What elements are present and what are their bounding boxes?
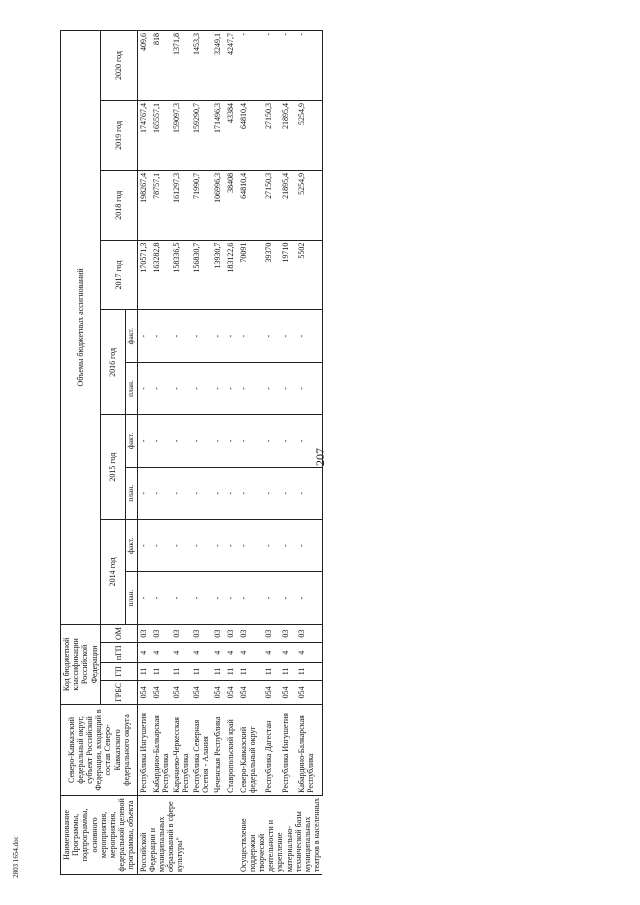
value-2020-cell: 3249,1 xyxy=(212,31,225,101)
plan-2014-cell: - xyxy=(137,572,151,624)
budget-table xyxy=(60,30,323,875)
plan-2014-cell: - xyxy=(296,572,322,624)
value-2018-cell: 106996,3 xyxy=(212,170,225,240)
fact-2016-cell: - xyxy=(191,310,211,362)
subject-cell: Республика Ингушетия xyxy=(137,705,151,796)
value-2020-cell: - xyxy=(263,31,279,101)
value-2017-cell: 163282,8 xyxy=(151,240,171,310)
plan-2015-cell: - xyxy=(296,467,322,519)
value-2018-cell: 5254,9 xyxy=(296,170,322,240)
plan-2014-cell: - xyxy=(238,572,264,624)
grbs-cell: 054 xyxy=(263,680,279,704)
value-2017-cell: 70091 xyxy=(238,240,264,310)
om-cell: 03 xyxy=(171,624,191,643)
value-2020-cell: - xyxy=(280,31,296,101)
plan-2016-cell: - xyxy=(171,362,191,414)
value-2017-cell: 39370 xyxy=(263,240,279,310)
value-2019-cell: 159290,7 xyxy=(191,101,211,171)
header-plan-2015: план. xyxy=(125,467,137,519)
grbs-cell: 054 xyxy=(280,680,296,704)
plan-2015-cell: - xyxy=(212,467,225,519)
value-2018-cell: 198267,4 xyxy=(137,170,151,240)
fact-2015-cell: - xyxy=(191,415,211,467)
pgp-cell: 4 xyxy=(137,643,151,663)
om-cell: 03 xyxy=(238,624,264,643)
value-2019-cell: 171496,3 xyxy=(212,101,225,171)
header-2014: 2014 год xyxy=(100,519,125,624)
pgp-cell: 4 xyxy=(225,643,238,663)
om-cell: 03 xyxy=(263,624,279,643)
om-cell: 03 xyxy=(151,624,171,643)
grbs-cell: 054 xyxy=(212,680,225,704)
fact-2015-cell: - xyxy=(296,415,322,467)
fact-2016-cell: - xyxy=(137,310,151,362)
header-volumes: Объемы бюджетных ассигнований xyxy=(61,31,101,625)
grbs-cell: 054 xyxy=(225,680,238,704)
fact-2014-cell: - xyxy=(263,519,279,571)
plan-2014-cell: - xyxy=(263,572,279,624)
value-2019-cell: 43384 xyxy=(225,101,238,171)
value-2019-cell: 27150,3 xyxy=(263,101,279,171)
plan-2016-cell: - xyxy=(280,362,296,414)
header-kbk: Код бюджетной классификации Российской Федерации xyxy=(61,624,101,704)
page-number: 207 xyxy=(313,448,327,466)
fact-2015-cell: - xyxy=(225,415,238,467)
value-2018-cell: 78757,1 xyxy=(151,170,171,240)
header-name: Наименование Программы, подпрограммы, основного мероприятия, мероприятия, федеральной целевой программы, объекта xyxy=(61,795,138,874)
pgp-cell: 4 xyxy=(212,643,225,663)
plan-2016-cell: - xyxy=(296,362,322,414)
grbs-cell: 054 xyxy=(137,680,151,704)
header-fact-2014: факт. xyxy=(125,519,137,571)
value-2018-cell: 161297,3 xyxy=(171,170,191,240)
plan-2014-cell: - xyxy=(151,572,171,624)
fact-2015-cell: - xyxy=(263,415,279,467)
plan-2015-cell: - xyxy=(225,467,238,519)
table-row xyxy=(191,31,211,875)
pgp-cell: 4 xyxy=(171,643,191,663)
value-2018-cell: 71990,7 xyxy=(191,170,211,240)
subject-cell: Северо-Кавказский федеральный округ xyxy=(238,705,264,796)
fact-2015-cell: - xyxy=(137,415,151,467)
plan-2016-cell: - xyxy=(191,362,211,414)
grbs-cell: 054 xyxy=(191,680,211,704)
value-2019-cell: 5254,9 xyxy=(296,101,322,171)
fact-2014-cell: - xyxy=(212,519,225,571)
grbs-cell: 054 xyxy=(238,680,264,704)
fact-2014-cell: - xyxy=(191,519,211,571)
header-pgp: пГП xyxy=(100,643,137,663)
value-2018-cell: 64810,4 xyxy=(238,170,264,240)
gp-cell: 11 xyxy=(296,663,322,680)
table-row xyxy=(151,31,171,875)
header-plan-2016: план. xyxy=(125,362,137,414)
fact-2014-cell: - xyxy=(137,519,151,571)
fact-2014-cell: - xyxy=(238,519,264,571)
grbs-cell: 054 xyxy=(151,680,171,704)
subject-cell: Кабардино-Балкарская Республика xyxy=(296,705,322,796)
value-2020-cell: 409,6 xyxy=(137,31,151,101)
fact-2015-cell: - xyxy=(212,415,225,467)
value-2018-cell: 38408 xyxy=(225,170,238,240)
value-2019-cell: 64810,4 xyxy=(238,101,264,171)
value-2019-cell: 159097,3 xyxy=(171,101,191,171)
grbs-cell: 054 xyxy=(296,680,322,704)
header-2019: 2019 год xyxy=(100,101,137,171)
gp-cell: 11 xyxy=(280,663,296,680)
pgp-cell: 4 xyxy=(151,643,171,663)
fact-2016-cell: - xyxy=(238,310,264,362)
om-cell: 03 xyxy=(191,624,211,643)
value-2017-cell: 158336,5 xyxy=(171,240,191,310)
subject-cell: Республика Дагестан xyxy=(263,705,279,796)
table-row xyxy=(296,31,322,875)
value-2017-cell: 170571,3 xyxy=(137,240,151,310)
value-2017-cell: 183122,6 xyxy=(225,240,238,310)
header-om: ОМ xyxy=(100,624,137,643)
plan-2014-cell: - xyxy=(191,572,211,624)
value-2020-cell: - xyxy=(296,31,322,101)
header-gp: ГП xyxy=(100,663,137,680)
om-cell: 03 xyxy=(225,624,238,643)
plan-2016-cell: - xyxy=(212,362,225,414)
om-cell: 03 xyxy=(280,624,296,643)
subject-cell: Республика Северная Осетия - Алания xyxy=(191,705,211,796)
gp-cell: 11 xyxy=(171,663,191,680)
gp-cell: 11 xyxy=(212,663,225,680)
fact-2015-cell: - xyxy=(238,415,264,467)
gp-cell: 11 xyxy=(238,663,264,680)
fact-2015-cell: - xyxy=(151,415,171,467)
value-2020-cell: 818 xyxy=(151,31,171,101)
plan-2016-cell: - xyxy=(225,362,238,414)
gp-cell: 11 xyxy=(137,663,151,680)
fact-2016-cell: - xyxy=(225,310,238,362)
plan-2015-cell: - xyxy=(151,467,171,519)
table-row xyxy=(171,31,191,875)
gp-cell: 11 xyxy=(263,663,279,680)
value-2020-cell: 1453,3 xyxy=(191,31,211,101)
fact-2016-cell: - xyxy=(212,310,225,362)
header-2015: 2015 год xyxy=(100,415,125,520)
fact-2015-cell: - xyxy=(171,415,191,467)
program-name-cell: Осуществление поддержки творческой деятельности и укрепление материально-технической базы муниципальных театров в населенных xyxy=(238,795,323,874)
subject-cell: Республика Ингушетия xyxy=(280,705,296,796)
table-row xyxy=(280,31,296,875)
table-row xyxy=(212,31,225,875)
plan-2016-cell: - xyxy=(238,362,264,414)
grbs-cell: 054 xyxy=(171,680,191,704)
program-name-cell: Российской Федерации и муниципальных образований в сфере культуры" xyxy=(137,795,238,874)
plan-2016-cell: - xyxy=(151,362,171,414)
header-2016: 2016 год xyxy=(100,310,125,415)
subject-cell: Карачаево-Черкесская Республика xyxy=(171,705,191,796)
gp-cell: 11 xyxy=(191,663,211,680)
plan-2016-cell: - xyxy=(263,362,279,414)
plan-2016-cell: - xyxy=(137,362,151,414)
table-row xyxy=(238,31,264,875)
header-2017: 2017 год xyxy=(100,240,137,310)
header-2018: 2018 год xyxy=(100,170,137,240)
value-2017-cell: 156830,7 xyxy=(191,240,211,310)
fact-2014-cell: - xyxy=(171,519,191,571)
fact-2016-cell: - xyxy=(151,310,171,362)
plan-2015-cell: - xyxy=(238,467,264,519)
fact-2014-cell: - xyxy=(280,519,296,571)
plan-2014-cell: - xyxy=(212,572,225,624)
plan-2015-cell: - xyxy=(280,467,296,519)
table-row xyxy=(137,31,151,875)
value-2018-cell: 27150,3 xyxy=(263,170,279,240)
value-2019-cell: 21895,4 xyxy=(280,101,296,171)
fact-2016-cell: - xyxy=(171,310,191,362)
value-2020-cell: 4247,7 xyxy=(225,31,238,101)
header-region: Северо-Кавказский федеральный округ, субъект Российской Федерации, входящий в состав Северо-Кавказского федерального округа xyxy=(61,705,138,796)
header-2020: 2020 год xyxy=(100,31,137,101)
plan-2014-cell: - xyxy=(225,572,238,624)
plan-2015-cell: - xyxy=(191,467,211,519)
subject-cell: Чеченская Республика xyxy=(212,705,225,796)
value-2019-cell: 174767,4 xyxy=(137,101,151,171)
om-cell: 03 xyxy=(296,624,322,643)
header-fact-2016: факт. xyxy=(125,310,137,362)
table-body xyxy=(137,31,322,875)
value-2017-cell: 5502 xyxy=(296,240,322,310)
value-2017-cell: 13930,7 xyxy=(212,240,225,310)
gp-cell: 11 xyxy=(225,663,238,680)
plan-2015-cell: - xyxy=(263,467,279,519)
om-cell: 03 xyxy=(137,624,151,643)
plan-2014-cell: - xyxy=(280,572,296,624)
plan-2015-cell: - xyxy=(171,467,191,519)
value-2018-cell: 21895,4 xyxy=(280,170,296,240)
plan-2015-cell: - xyxy=(137,467,151,519)
fact-2014-cell: - xyxy=(296,519,322,571)
table-row xyxy=(225,31,238,875)
fact-2014-cell: - xyxy=(151,519,171,571)
fact-2015-cell: - xyxy=(280,415,296,467)
subject-cell: Ставропольский край xyxy=(225,705,238,796)
plan-2014-cell: - xyxy=(171,572,191,624)
gp-cell: 11 xyxy=(151,663,171,680)
pgp-cell: 4 xyxy=(296,643,322,663)
pgp-cell: 4 xyxy=(280,643,296,663)
pgp-cell: 4 xyxy=(238,643,264,663)
fact-2016-cell: - xyxy=(280,310,296,362)
table-header xyxy=(61,31,138,875)
header-fact-2015: факт. xyxy=(125,415,137,467)
om-cell: 03 xyxy=(212,624,225,643)
footer-filename: 2803 1654.doc xyxy=(12,836,20,878)
fact-2014-cell: - xyxy=(225,519,238,571)
value-2020-cell: 1371,8 xyxy=(171,31,191,101)
value-2019-cell: 165557,1 xyxy=(151,101,171,171)
header-plan-2014: план. xyxy=(125,572,137,624)
value-2017-cell: 19710 xyxy=(280,240,296,310)
table-row xyxy=(263,31,279,875)
fact-2016-cell: - xyxy=(263,310,279,362)
subject-cell: Кабардино-Балкарская Республика xyxy=(151,705,171,796)
fact-2016-cell: - xyxy=(296,310,322,362)
value-2020-cell: - xyxy=(238,31,264,101)
pgp-cell: 4 xyxy=(263,643,279,663)
pgp-cell: 4 xyxy=(191,643,211,663)
header-grbs: ГРБС xyxy=(100,680,137,704)
